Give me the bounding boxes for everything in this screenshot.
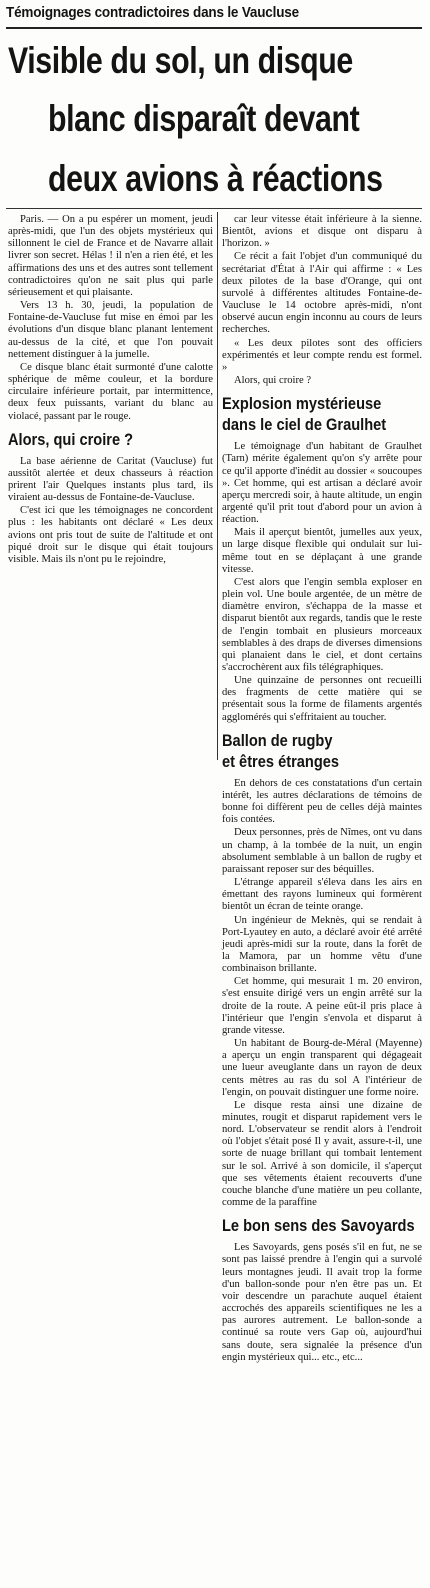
subheading-ballon-de-rugby-line-2: et êtres étranges [222,751,340,771]
supertitle: Témoignages contradictoires dans le Vaucluse [6,4,299,21]
subheading-explosion: Explosion mystérieuse [222,394,382,414]
column-2 [222,214,422,1365]
col2-paragraph: Le témoignage d'un habitant de Graulhet (Tarn) mérite également qu'on s'y arrête pour ce qu'il apporte d'inédit au dossier « soucoupes ». Cet homme, qui est artisan a déclaré avoir aperçu mercredi soir, à haute altitude, un engin argenté qu'il prit tout d'abord pour un avion à réaction. [222,441,422,526]
headline-rule [6,208,422,209]
subheading-explosion-line-2: dans le ciel de Graulhet [222,415,387,435]
col2-paragraph: « Les deux pilotes sont des officiers expérimentés et leur compte rendu est formel. » [222,337,422,373]
column-divider [217,212,218,760]
col1-paragraph: Vers 13 h. 30, jeudi, la population de Fontaine-de-Vaucluse fut mise en émoi par les évolutions d'un disque blanc planant lentement au-dessus de la cité, et que l'on pouvait nettement distinguer à la jumelle. [8,300,213,360]
col1-paragraph: Paris. — On a pu espérer un moment, jeudi après-midi, que l'un des objets mystérieux qui sillonnent le ciel de France et de Navarre allait livrer son secret. Hélas ! il n'en a rien été, et les affirmations des uns et des autres sont tellement contradictoires qu'on ne sait plus qui parle sérieusement et qui plaisante. [8,214,213,298]
col2-paragraph: Deux personnes, près de Nîmes, ont vu dans un champ, à la tombée de la nuit, un engin absolument semblable à un ballon de rugby et paraissant reposer sur des béquilles. [222,827,423,875]
col2-paragraph: Alors, qui croire ? [234,375,312,387]
col2-paragraph: C'est alors que l'engin sembla exploser en plein vol. Une boule argentée, de un mètre de diamètre environ, s'échappa de la masse et disparut bientôt aux regards, tandis que le reste de l'engin tombait en plusieurs morceaux semblables à des draps de diverses dimensions qui planaient dans le ciel, et dont certains s'accrochèrent aux fils télégraphiques. [222,576,422,673]
col1-paragraph: La base aérienne de Caritat (Vaucluse) fut aussitôt alertée et deux chasseurs à réaction prirent l'air Quelques instants plus tard, ils viraient au-dessus de Fontaine-de-Vaucluse. [8,455,213,504]
col2-paragraph: Ce récit a fait l'objet d'un communiqué du secrétariat d'État à l'Air qui affirme : « Les deux pilotes de la base d'Orange, qui ont survolé à différentes altitudes Fontaine-de-Vaucluse le 14 octobre après-midi, n'ont observé aucun engin inconnu au cours de leurs recherches. [222,251,422,336]
supertitle-rule [6,27,422,29]
col2-paragraph: Les Savoyards, gens posés s'il en fut, ne se sont pas laissé prendre à l'engin qui a survolé leurs montagnes jeudi. Il avait trop la forme d'un ballon-sonde pour n'en être pas un. Et voir descendre un parachute auquel étaient accrochés des appareils scientifiques ne les a pas aurores autrement. Le ballon-sonde a continué sa route vers Gap où, aujourd'hui sans doute, sera signalée la présence d'un engin mystérieux qui... etc., etc... [222,1242,422,1363]
col2-paragraph: Cet homme, qui mesurait 1 m. 20 environ, s'est ensuite dirigé vers un engin arrêté sur la droite de la route. A peine eût-il pris place à l'intérieur que l'engin s'envola et disparut à grande vitesse. [222,976,422,1036]
subheading-ballon-de-rugby: Ballon de rugby [222,730,333,750]
column-1 [8,214,213,567]
col2-paragraph: Le disque resta ainsi une dizaine de minutes, rougit et disparut rapidement vers le nord. L'observateur se rendit alors à l'endroit où l'objet s'était posé Il y avait, assure-t-il, une sorte de nuage brillant qui tombait lentement sur le sol. Arrivé à son domicile, il s'aperçut que ses vêtements étaient recouverts d'une couche blanche d'une matière un peu collante, comme de la paraffine [222,1099,422,1209]
headline-line-2: blanc disparaît devant [48,98,360,139]
col2-paragraph: Mais il aperçut bientôt, jumelles aux yeux, un large disque flexible qui ondulait sur lui-même tout en se déplaçant à une grande vitesse. [222,527,422,575]
col1-paragraph: C'est ici que les témoignages ne concordent plus : les habitants ont déclaré « Les deux avions ont pris tout de suite de l'altitude et ont piqué droit sur le disque qui était toujours visible. Mais ils n'ont pu le rejoindre, [8,505,213,565]
headline-line-3: deux avions à réactions [48,158,383,199]
col2-paragraph: L'étrange appareil s'éleva dans les airs en émettant des rayons lumineux qui formèrent bientôt un écran de teinte orange. [222,877,422,913]
subheading-alors-qui-croire: Alors, qui croire ? [8,429,134,449]
col2-paragraph: En dehors de ces constatations d'un certain intérêt, les autres déclarations de témoins de bonne foi diffèrent peu de celles déjà maintes fois contées. [222,777,422,826]
col2-paragraph: Une quinzaine de personnes ont recueilli des fragments de cette matière qui se présentait sous la forme de filaments argentés agglomérés qui s'effritaient au toucher. [222,675,422,723]
col1-paragraph: Ce disque blanc était surmonté d'une calotte sphérique de même couleur, et la bordure circulaire inférieure portait, par intermittence, deux feux puissants, variant du blanc au violacé, passant par le rouge. [8,361,213,422]
col2-paragraph: Un ingénieur de Meknès, qui se rendait à Port-Lyautey en auto, a déclaré avoir été arrêté jeudi après-midi sur la route, dans la forêt de la Mamora, par un homme vêtu d'une combinaison brillante. [222,914,422,975]
col2-paragraph: Un habitant de Bourg-de-Méral (Mayenne) a aperçu un engin transparent qui dégageait une lueur aveuglante dans un rayon de deux cents mètres au ras du sol A l'intérieur de l'engin, on pouvait distinguer une forme noire. [222,1038,422,1098]
subheading-bon-sens-savoyards: Le bon sens des Savoyards [222,1216,415,1236]
headline-line-1: Visible du sol, un disque [8,40,353,81]
col2-paragraph: car leur vitesse était inférieure à la sienne. Bientôt, avions et disque ont disparu à l'horizon. » [222,214,422,250]
